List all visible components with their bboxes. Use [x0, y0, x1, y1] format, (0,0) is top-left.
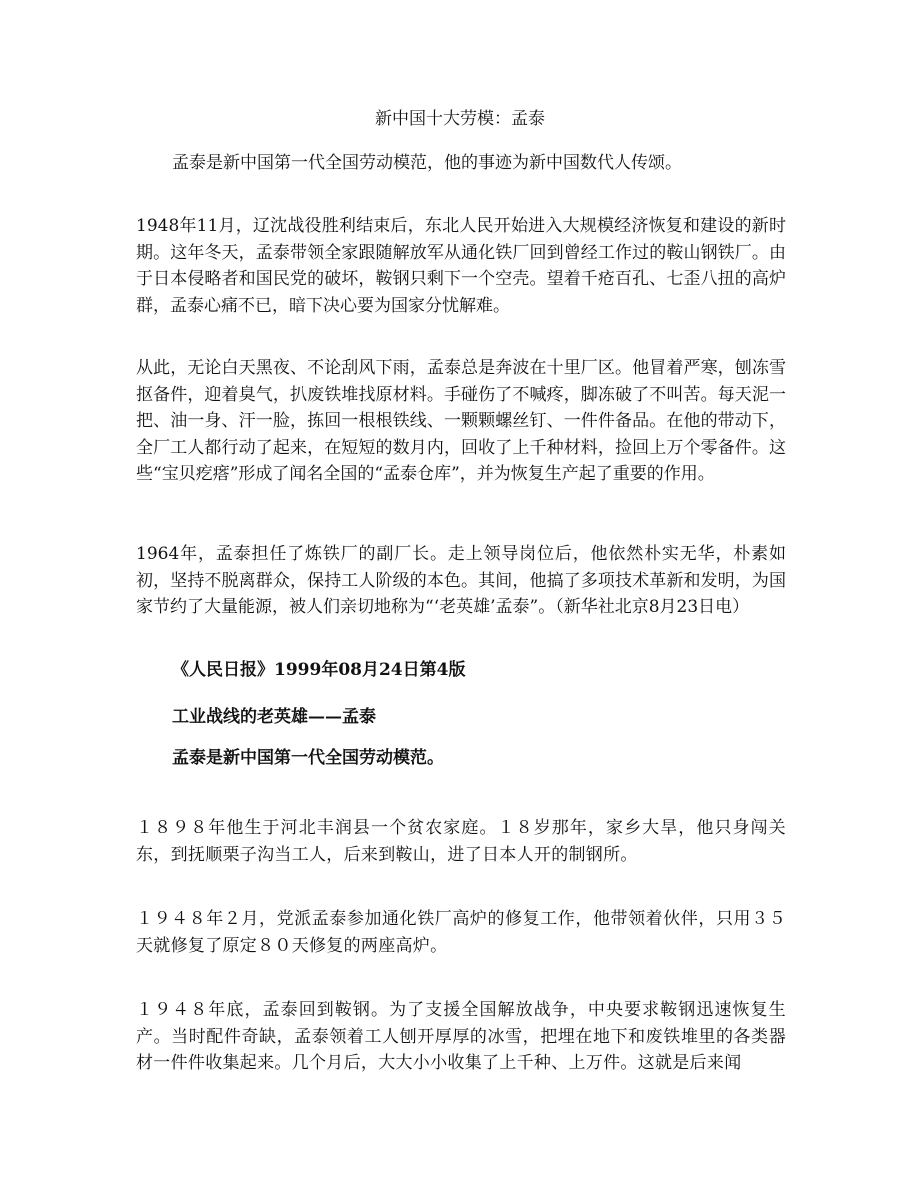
article-summary: 孟泰是新中国第一代全国劳动模范。 [172, 748, 444, 768]
body-paragraph-1: 1948年11月，辽沈战役胜利结束后，东北人民开始进入大规模经济恢复和建设的新时期。这年冬天，孟泰带领全家跟随解放军从通化铁厂回到曾经工作过的鞍山钢铁厂。由于日本侵略者和国民党的破坏，鞍钢只剩下一个空壳。望着千疮百孔、七歪八扭的高炉群，孟泰心痛不已，暗下决心要为国家分忧解难。 [136, 216, 786, 316]
biography-paragraph-2: １９４８年２月，党派孟泰参加通化铁厂高炉的修复工作，他带领着伙伴，只用３５天就修复了原定８０天修复的两座高炉。 [136, 909, 786, 956]
biography-paragraph-1: １８９８年他生于河北丰润县一个贫农家庭。１８岁那年，家乡大旱，他只身闯关东，到抚顺栗子沟当工人，后来到鞍山，进了日本人开的制钢所。 [136, 818, 786, 865]
source-line: 《人民日报》1999年08月24日第4版 [172, 660, 466, 680]
biography-paragraph-3: １９４８年底，孟泰回到鞍钢。为了支援全国解放战争，中央要求鞍钢迅速恢复生产。当时配件奇缺，孟泰领着工人刨开厚厚的冰雪，把埋在地下和废铁堆里的各类器材一件件收集起来。几个月后，大大小小收集了上千种、上万件。这就是后来闻 [136, 1000, 786, 1073]
body-paragraph-3: 1964年，孟泰担任了炼铁厂的副厂长。走上领导岗位后，他依然朴实无华，朴素如初，坚持不脱离群众，保持工人阶级的本色。其间，他搞了多项技术革新和发明，为国家节约了大量能源，被人们亲切地称为“‘老英雄’孟泰”。（新华社北京8月23日电） [136, 544, 786, 617]
document-title: 新中国十大劳模：孟泰 [375, 109, 545, 129]
intro-paragraph: 孟泰是新中国第一代全国劳动模范，他的事迹为新中国数代人传颂。 [172, 153, 682, 173]
body-paragraph-2: 从此，无论白天黑夜、不论刮风下雨，孟泰总是奔波在十里厂区。他冒着严寒，刨冻雪抠备件，迎着臭气，扒废铁堆找原材料。手碰伤了不喊疼，脚冻破了不叫苦。每天泥一把、油一身、汗一脸，拣回一根根铁线、一颗颗螺丝钉、一件件备品。在他的带动下，全厂工人都行动了起来，在短短的数月内，回收了上千种材料，捡回上万个零备件。这些“宝贝疙瘩”形成了闻名全国的“孟泰仓库”，并为恢复生产起了重要的作用。 [136, 358, 786, 484]
article-subtitle: 工业战线的老英雄——孟泰 [172, 707, 376, 727]
